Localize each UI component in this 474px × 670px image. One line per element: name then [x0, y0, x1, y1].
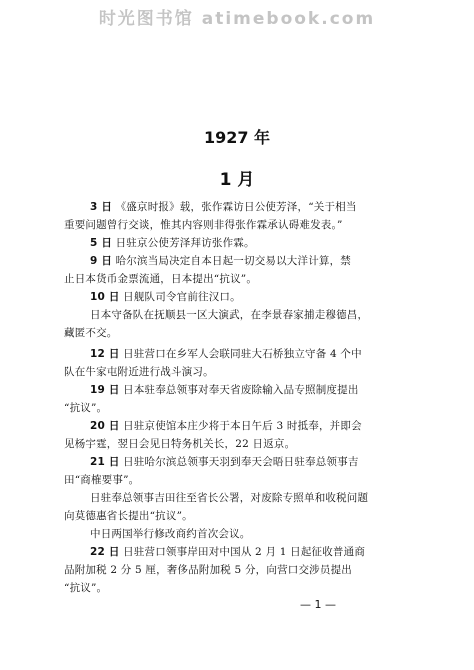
- entry-text: 日驻京使馆本庄少将于本日午后 3 时抵奉，并即会: [123, 420, 362, 432]
- entry-line: [90, 491, 368, 505]
- entry-text: 日驻京公使芳泽拜访张作霖。: [115, 237, 255, 249]
- entry-line: [64, 473, 139, 487]
- day-label: 3 日: [90, 201, 113, 213]
- page-number: — 1 —: [300, 598, 336, 611]
- entry-line: [64, 326, 118, 340]
- year-heading: 1927 年: [203, 128, 271, 147]
- entry-text: 日舰队司令官前往汉口。: [123, 291, 241, 303]
- entry-text: 品附加税 2 分 5 厘，奢侈品附加税 5 分，向营口交涉员提出: [64, 564, 352, 576]
- entry-line: [90, 347, 362, 361]
- entry-line: [90, 455, 359, 469]
- entry-line: [64, 437, 295, 451]
- day-label: 10 日: [90, 291, 120, 303]
- entry-line: [90, 527, 251, 541]
- entry-text: “抗议”。: [64, 402, 108, 414]
- entry-text: 重要问题曾行交谈，惟其内容则非得张作霖承认碍难发表。”: [64, 219, 343, 231]
- entry-line: [90, 200, 357, 214]
- day-label: 20 日: [90, 420, 120, 432]
- watermark: 时光图书馆 atimebook.com: [98, 9, 376, 29]
- day-label: 19 日: [90, 384, 120, 396]
- entry-text: 日驻哈尔滨总领事天羽到奉天会晤日驻奉总领事吉: [123, 456, 359, 468]
- entry-text: 日驻奉总领事吉田往至省长公署，对废除专照单和收税问题: [90, 492, 369, 504]
- entry-line: [90, 236, 255, 250]
- entry-text: 哈尔滨当局决定自本日起一切交易以大洋计算，禁: [115, 255, 352, 267]
- entry-line: [90, 383, 359, 397]
- day-label: 22 日: [90, 546, 120, 558]
- entry-text: 止日本货币金票流通，日本提出“抗议”。: [64, 273, 258, 285]
- entry-text: 日驻营口在乡军人会联同驻大石桥独立守备 4 个中: [123, 348, 362, 360]
- entry-text: 队在牛家屯附近进行战斗演习。: [64, 366, 214, 378]
- entry-text: 日本守备队在抚顺县一区大演武，在李景春家捕走穆德昌，: [90, 309, 369, 321]
- entry-line: [90, 254, 351, 268]
- entry-text: 《盛京时报》载，张作霖访日公使芳泽，“关于相当: [115, 201, 357, 213]
- entry-line: [90, 545, 365, 559]
- day-label: 21 日: [90, 456, 120, 468]
- entry-text: “抗议”。: [64, 582, 108, 594]
- entry-line: [64, 218, 343, 232]
- entry-text: 中日两国举行修改商约首次会议。: [90, 528, 251, 540]
- day-label: 5 日: [90, 237, 113, 249]
- entry-line: [64, 563, 352, 577]
- entry-text: 田“商榷要事”。: [64, 474, 140, 486]
- entry-text: 日本驻奉总领事对奉天省废除输入品专照制度提出: [123, 384, 359, 396]
- entry-text: 日驻营口领事岸田对中国从 2 月 1 日起征收普通商: [123, 546, 366, 558]
- entry-line: [64, 272, 257, 286]
- entry-text: 向莫德惠省长提出“抗议”。: [64, 510, 193, 522]
- entry-text: 藏匿不交。: [64, 327, 118, 339]
- entry-line: [90, 308, 368, 322]
- entry-line: [64, 365, 214, 379]
- entry-text: 见杨宇霆，翌日会见日特务机关长，22 日返京。: [64, 438, 296, 450]
- entry-line: [90, 290, 241, 304]
- day-label: 12 日: [90, 348, 120, 360]
- entry-line: [90, 419, 362, 433]
- month-heading: 1 月: [219, 170, 255, 190]
- day-label: 9 日: [90, 255, 113, 267]
- entry-line: [64, 581, 107, 595]
- entry-line: [64, 509, 193, 523]
- entry-line: [64, 401, 107, 415]
